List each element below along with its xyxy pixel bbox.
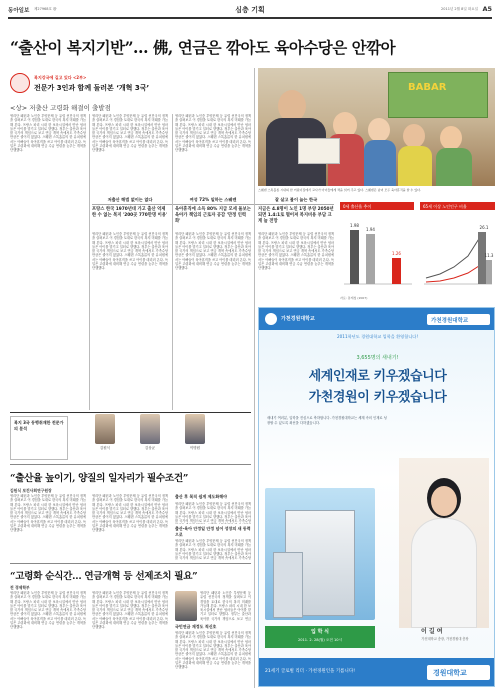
column-rule [89,114,90,410]
ad-college-name-left: 가천경원대학교 [281,316,315,322]
columnist-photo [185,414,205,444]
left-chart-label: 1.94 [366,227,375,232]
right-chart-bar [486,260,492,284]
ad-event-label: 입 학 식 [311,629,329,635]
box-header-col4: 잘 살고 볼이 늙는 한국 [274,197,318,202]
ad-slogan-1: 세계인재로 키우겠습니다 [308,369,447,384]
series-kicker: 복지강국에 길고 있다 <2부> [34,75,87,80]
paper-name: 동아일보 [8,8,30,14]
college-advertisement[interactable] [258,307,495,687]
wall-poster [388,72,488,118]
chart-source: 자료: 통계청 (2007) [340,296,368,300]
ad-footer-brand: 경원대학교 [433,669,467,677]
child-body [364,140,396,186]
body-col-4: 영리단 패턴과 노인층 부양문제 등 유럽 선진국의 정책을 살펴보고 이 경험을 토대로 한국의 복지 미래를 가늠해 본다. 프랑스 파리 시내 한 보육시설에서 만난 엄마들은 아이를 맡기고 일터로 향했다. 정부는 출산과 육아를 국가의 책임으로 보고 연금 개혁 속에서도 가족수당만큼은 줄이지 않았다. 스웨덴 스톡홀름의 한 유치원에서는 아빠들이 육아휴직을 쓰고 아이를 데리러 온다. 독일은 고령화에 대비해 연금 수급 연령을 늦추는 개혁을 단행했다. [258,232,334,271]
opinion1-col-1: 영리단 패턴과 노인층 부양문제 등 유럽 선진국의 정책을 살펴보고 이 경험을 토대로 한국의 복지 미래를 가늠해 본다. 프랑스 파리 시내 한 보육시설에서 만난 엄마들은 아이를 맡기고 일터로 향했다. 정부는 출산과 육아를 국가의 책임으로 보고 연금 개혁 속에서도 가족수당만큼은 줄이지 않았다. 스웨덴 스톡홀름의 한 유치원에서는 아빠들이 육아휴직을 쓰고 아이를 데리러 온다. 독일은 고령화에 대비해 연금 수급 연령을 늦추는 개혁을 단행했다. [10,494,86,533]
ad-event-date: 2011. 2. 28(월) 오전 10시 [297,638,343,642]
main-headline: “출산이 복지기반”… 佛, 연금은 깎아도 육아수당은 안깎아 [10,38,396,57]
left-chart-label: 1.98 [350,223,359,228]
opinion-divider [10,464,251,465]
opinion1-title: “출산율 높이기, 양질의 일자리가 필수조건” [10,473,189,484]
box-header-col3: 여성 72% 일하는 스웨덴 [189,197,237,202]
columnist-photo [140,414,160,444]
right-chart-bar [478,232,486,284]
body-col-2: 영리단 패턴과 노인층 부양문제 등 유럽 선진국의 정책을 살펴보고 이 경험을 토대로 한국의 복지 미래를 가늠해 본다. 프랑스 파리 시내 한 보육시설에서 만난 엄마들은 아이를 맡기고 일터로 향했다. 정부는 출산과 육아를 국가의 책임으로 보고 연금 개혁 속에서도 가족수당만큼은 줄이지 않았다. 스웨덴 스톡홀름의 한 유치원에서는 아빠들이 육아휴직을 쓰고 아이를 데리러 온다. 독일은 고령화에 대비해 연금 수급 연령을 늦추는 개혁을 단행했다. [92,114,168,153]
box-subhead-col2: 프랑스 한국 1970년대 가고 출산 억제한 수 없는 복지 '200곳 770만명 이용' [92,207,168,219]
opinion2-col-2: 영리단 패턴과 노인층 부양문제 등 유럽 선진국의 정책을 살펴보고 이 경험을 토대로 한국의 복지 미래를 가늠해 본다. 프랑스 파리 시내 한 보육시설에서 만난 엄마들은 아이를 맡기고 일터로 향했다. 정부는 출산과 육아를 국가의 책임으로 보고 연금 개혁 속에서도 가족수당만큼은 줄이지 않았다. 스웨덴 스톡홀름의 한 유치원에서는 아빠들이 육아휴직을 쓰고 아이를 데리러 온다. 독일은 고령화에 대비해 연금 수급 연령을 늦추는 개혁을 단행했다. [92,591,168,630]
charts-panel [340,202,495,302]
ad-logo: 가천경원대학교 [431,318,469,324]
child-head [403,124,425,148]
right-chart-line [426,234,482,278]
column-rule [172,114,173,410]
column-rule [254,68,255,688]
box-header-col2: 저출산 해법 없이는 없다 [107,197,153,202]
columnist-photo [95,414,115,444]
president-title: 가천대학교 총장, 가천경원대 총장 [421,637,469,641]
opinion2-sub: 국민연금 재정도 적신호 [175,624,217,629]
right-chart-title: 65세 이상 노인인구 비율 [423,203,467,209]
ad-small-line: 3,655명의 새내기! [356,355,399,361]
opinion1-col-3b: 영리단 패턴과 노인층 부양문제 등 유럽 선진국의 정책을 살펴보고 이 경험을 토대로 한국의 복지 미래를 가늠해 본다. 프랑스 파리 시내 한 보육시설에서 만난 엄마들은 아이를 맡기고 일터로 향했다. 정부는 출산과 육아를 국가의 책임으로 보고 연금 개혁 속에서도 가족수당 [175,539,251,560]
series-logo-icon [10,73,30,93]
right-chart-label: 11.3 [484,253,494,258]
campus-building-image [265,488,375,620]
box-subhead-col4: 지금은 4.8명이 노인 1명 부양 2050년 되면 1.4:1로 떨어져 복지비용 부담 크게 늘 전망 [258,207,334,225]
opinion1-byline: 김원식 보건사회연구원장 [10,488,52,493]
main-photo [258,68,495,186]
page-number: A5 [482,5,492,13]
columnists-box [10,416,68,460]
child-head [440,126,462,150]
child-head [368,118,390,142]
section-divider [10,412,251,413]
right-chart-label: 26.1 [479,225,489,230]
body-col-3b: 영리단 패턴과 노인층 부양문제 등 유럽 선진국의 정책을 살펴보고 이 경험을 토대로 한국의 복지 미래를 가늠해 본다. 프랑스 파리 시내 한 보육시설에서 만난 엄마들은 아이를 맡기고 일터로 향했다. 정부는 출산과 육아를 국가의 책임으로 보고 연금 개혁 속에서도 가족수당만큼은 줄이지 않았다. 스웨덴 스톡홀름의 한 유치원에서는 아빠들이 육아휴직을 쓰고 아이를 데리러 온다. 독일은 고령화에 대비해 연금 수급 연령을 늦추는 개혁을 단행했다. [175,232,251,271]
opinion2-byline: 전 경제학부 [10,585,30,590]
president-name: 이 길 여 [421,628,443,635]
left-chart-bar [366,234,375,284]
left-chart-bar [350,230,359,284]
section-title: 심층 기획 [235,6,265,14]
left-chart-bar [392,258,401,284]
columnist-name: 김상균 [144,446,156,450]
portrait-jacket [411,518,477,628]
opinion1-sub1: 출산 후 복직 쉽게 제도화해야 [175,494,227,499]
columnist-photo [175,591,197,621]
body-col-3: 영리단 패턴과 노인층 부양문제 등 유럽 선진국의 정책을 살펴보고 이 경험을 토대로 한국의 복지 미래를 가늠해 본다. 프랑스 파리 시내 한 보육시설에서 만난 엄마들은 아이를 맡기고 일터로 향했다. 정부는 출산과 육아를 국가의 책임으로 보고 연금 개혁 속에서도 가족수당만큼은 줄이지 않았다. 스웨덴 스톡홀름의 한 유치원에서는 아빠들이 육아휴직을 쓰고 아이를 데리러 온다. 독일은 고령화에 대비해 연금 수급 연령을 늦추는 개혁을 단행했다. [175,114,251,153]
opinion2-col-3b: 영리단 패턴과 노인층 부양문제 등 유럽 선진국의 정책을 살펴보고 이 경험을 토대로 한국의 복지 미래를 가늠해 본다. 프랑스 파리 시내 한 보육시설에서 만난 엄마들은 아이를 맡기고 일터로 향했다. 정부는 출산과 육아를 국가의 책임으로 보고 연금 개혁 속에서도 가족수당만큼은 줄이지 않았다. 스웨덴 스톡홀름의 한 유치원에서는 아빠들이 육아휴직을 쓰고 아이를 데리러 온다. 독일은 고령화에 대비해 연금 수급 연령을 늦추는 개혁을 단행했다. [175,631,251,670]
photo-caption: 스웨덴 스톡홀름 시내의 한 어린이집에서 교사가 아이들에게 책을 읽어 주고 있다. 스웨덴은 남녀 모두 육아휴직을 쓸 수 있다. [258,188,422,192]
issue-number: 제27968호 @ [34,7,57,11]
section-lede: <상> 저출산 고령화 해결이 출발점 [10,104,111,112]
opinion2-title: “고령화 순식간… 연금개혁 등 선제조치 필요” [10,571,198,582]
right-chart [420,212,496,296]
campus-building [273,552,303,618]
child-body [436,148,472,186]
columnist-name: 이명원 [189,446,201,450]
columnist-name: 김원식 [99,446,111,450]
portrait-face [431,486,457,516]
college-emblem-icon [265,313,277,325]
left-chart [340,212,416,296]
open-book [298,138,340,164]
ad-slogan-2: 가천경원이 키우겠습니다 [308,390,447,405]
ad-footer-text: 21세기 글로벌 리더 · 가천경원인을 기릅니다! [265,669,356,674]
ad-body: 새내기 여러분, 입학을 진심으로 축하합니다. 가천경원대학교는 세계 속의 인재로 성장할 수 있도록 최선을 다하겠습니다. [267,416,387,426]
opinion1-col-2: 영리단 패턴과 노인층 부양문제 등 유럽 선진국의 정책을 살펴보고 이 경험을 토대로 한국의 복지 미래를 가늠해 본다. 프랑스 파리 시내 한 보육시설에서 만난 엄마들은 아이를 맡기고 일터로 향했다. 정부는 출산과 육아를 국가의 책임으로 보고 연금 개혁 속에서도 가족수당만큼은 줄이지 않았다. 스웨덴 스톡홀름의 한 유치원에서는 아빠들이 육아휴직을 쓰고 아이를 데리러 온다. 독일은 고령화에 대비해 연금 수급 연령을 늦추는 개혁을 단행했다. [92,494,168,533]
opinion2-col-1: 영리단 패턴과 노인층 부양문제 등 유럽 선진국의 정책을 살펴보고 이 경험을 토대로 한국의 복지 미래를 가늠해 본다. 프랑스 파리 시내 한 보육시설에서 만난 엄마들은 아이를 맡기고 일터로 향했다. 정부는 출산과 육아를 국가의 책임으로 보고 연금 개혁 속에서도 가족수당만큼은 줄이지 않았다. 스웨덴 스톡홀름의 한 유치원에서는 아빠들이 육아휴직을 쓰고 아이를 데리러 온다. 독일은 고령화에 대비해 연금 수급 연령을 늦추는 개혁을 단행했다. [10,591,86,630]
left-chart-label: 1.26 [392,251,401,256]
columnists-box-label: 복지 3국 동행취재한 전문가의 분석 [14,420,64,431]
left-chart-title: 0세 출산율 추이 [343,203,372,209]
opinion2-col-3a: 영리단 패턴과 노인층 부양문제 등 유럽 선진국의 정책을 살펴보고 이 경험을 토대로 한국의 복지 미래를 가늠해 본다. 프랑스 파리 시내 한 보육시설에서 만난 엄마들은 아이를 맡기고 일터로 향했다. 정부는 출산과 육아를 국가의 책임으로 보고 연금 [200,591,251,621]
header-rule [8,17,492,19]
child-body [398,146,432,186]
opinion-divider [10,563,251,564]
body-col-1: 영리단 패턴과 노인층 부양문제 등 유럽 선진국의 정책을 살펴보고 이 경험을 토대로 한국의 복지 미래를 가늠해 본다. 프랑스 파리 시내 한 보육시설에서 만난 엄마들은 아이를 맡기고 일터로 향했다. 정부는 출산과 육아를 국가의 책임으로 보고 연금 개혁 속에서도 가족수당만큼은 줄이지 않았다. 스웨덴 스톡홀름의 한 유치원에서는 아빠들이 육아휴직을 쓰고 아이를 데리러 온다. 독일은 고령화에 대비해 연금 수급 연령을 늦추는 개혁을 단행했다. [10,114,86,153]
subhead: 전문가 3인과 함께 둘러본 ‘개혁 3국’ [34,84,150,92]
box-subhead-col3: 육아휴직에 소득 80% 지급 모세 돌보는 육아가 책임의 근로자 공감 '만정 인력화' [175,207,251,225]
body-col-2b: 영리단 패턴과 노인층 부양문제 등 유럽 선진국의 정책을 살펴보고 이 경험을 토대로 한국의 복지 미래를 가늠해 본다. 프랑스 파리 시내 한 보육시설에서 만난 엄마들은 아이를 맡기고 일터로 향했다. 정부는 출산과 육아를 국가의 책임으로 보고 연금 개혁 속에서도 가족수당만큼은 줄이지 않았다. 스웨덴 스톡홀름의 한 유치원에서는 아빠들이 육아휴직을 쓰고 아이를 데리러 온다. 독일은 고령화에 대비해 연금 수급 연령을 늦추는 개혁을 단행했다. [92,232,168,271]
opinion1-col-3: 영리단 패턴과 노인층 부양문제 등 유럽 선진국의 정책을 살펴보고 이 경험을 토대로 한국의 복지 미래를 가늠해 본다. 프랑스 파리 시내 한 보육시설에서 만난 엄마들은 아이를 맡기고 일터로 향했다. 정부는 출산과 육아를 국가의 책임으로 보고 연금 개혁 속에서도 가족수당 [175,502,251,524]
box-divider [92,204,334,205]
president-portrait [399,458,489,628]
ad-banner: 2011학년도 경원대학교 입학을 환영합니다! [336,334,419,339]
opinion1-sub2: 출산·육아 안정일 안정 넘어 성장의 새 동력으로 [175,526,251,537]
poster-lettering: BABAR [408,82,447,93]
date: 2011년 2월 8일 화요일 [441,7,478,11]
